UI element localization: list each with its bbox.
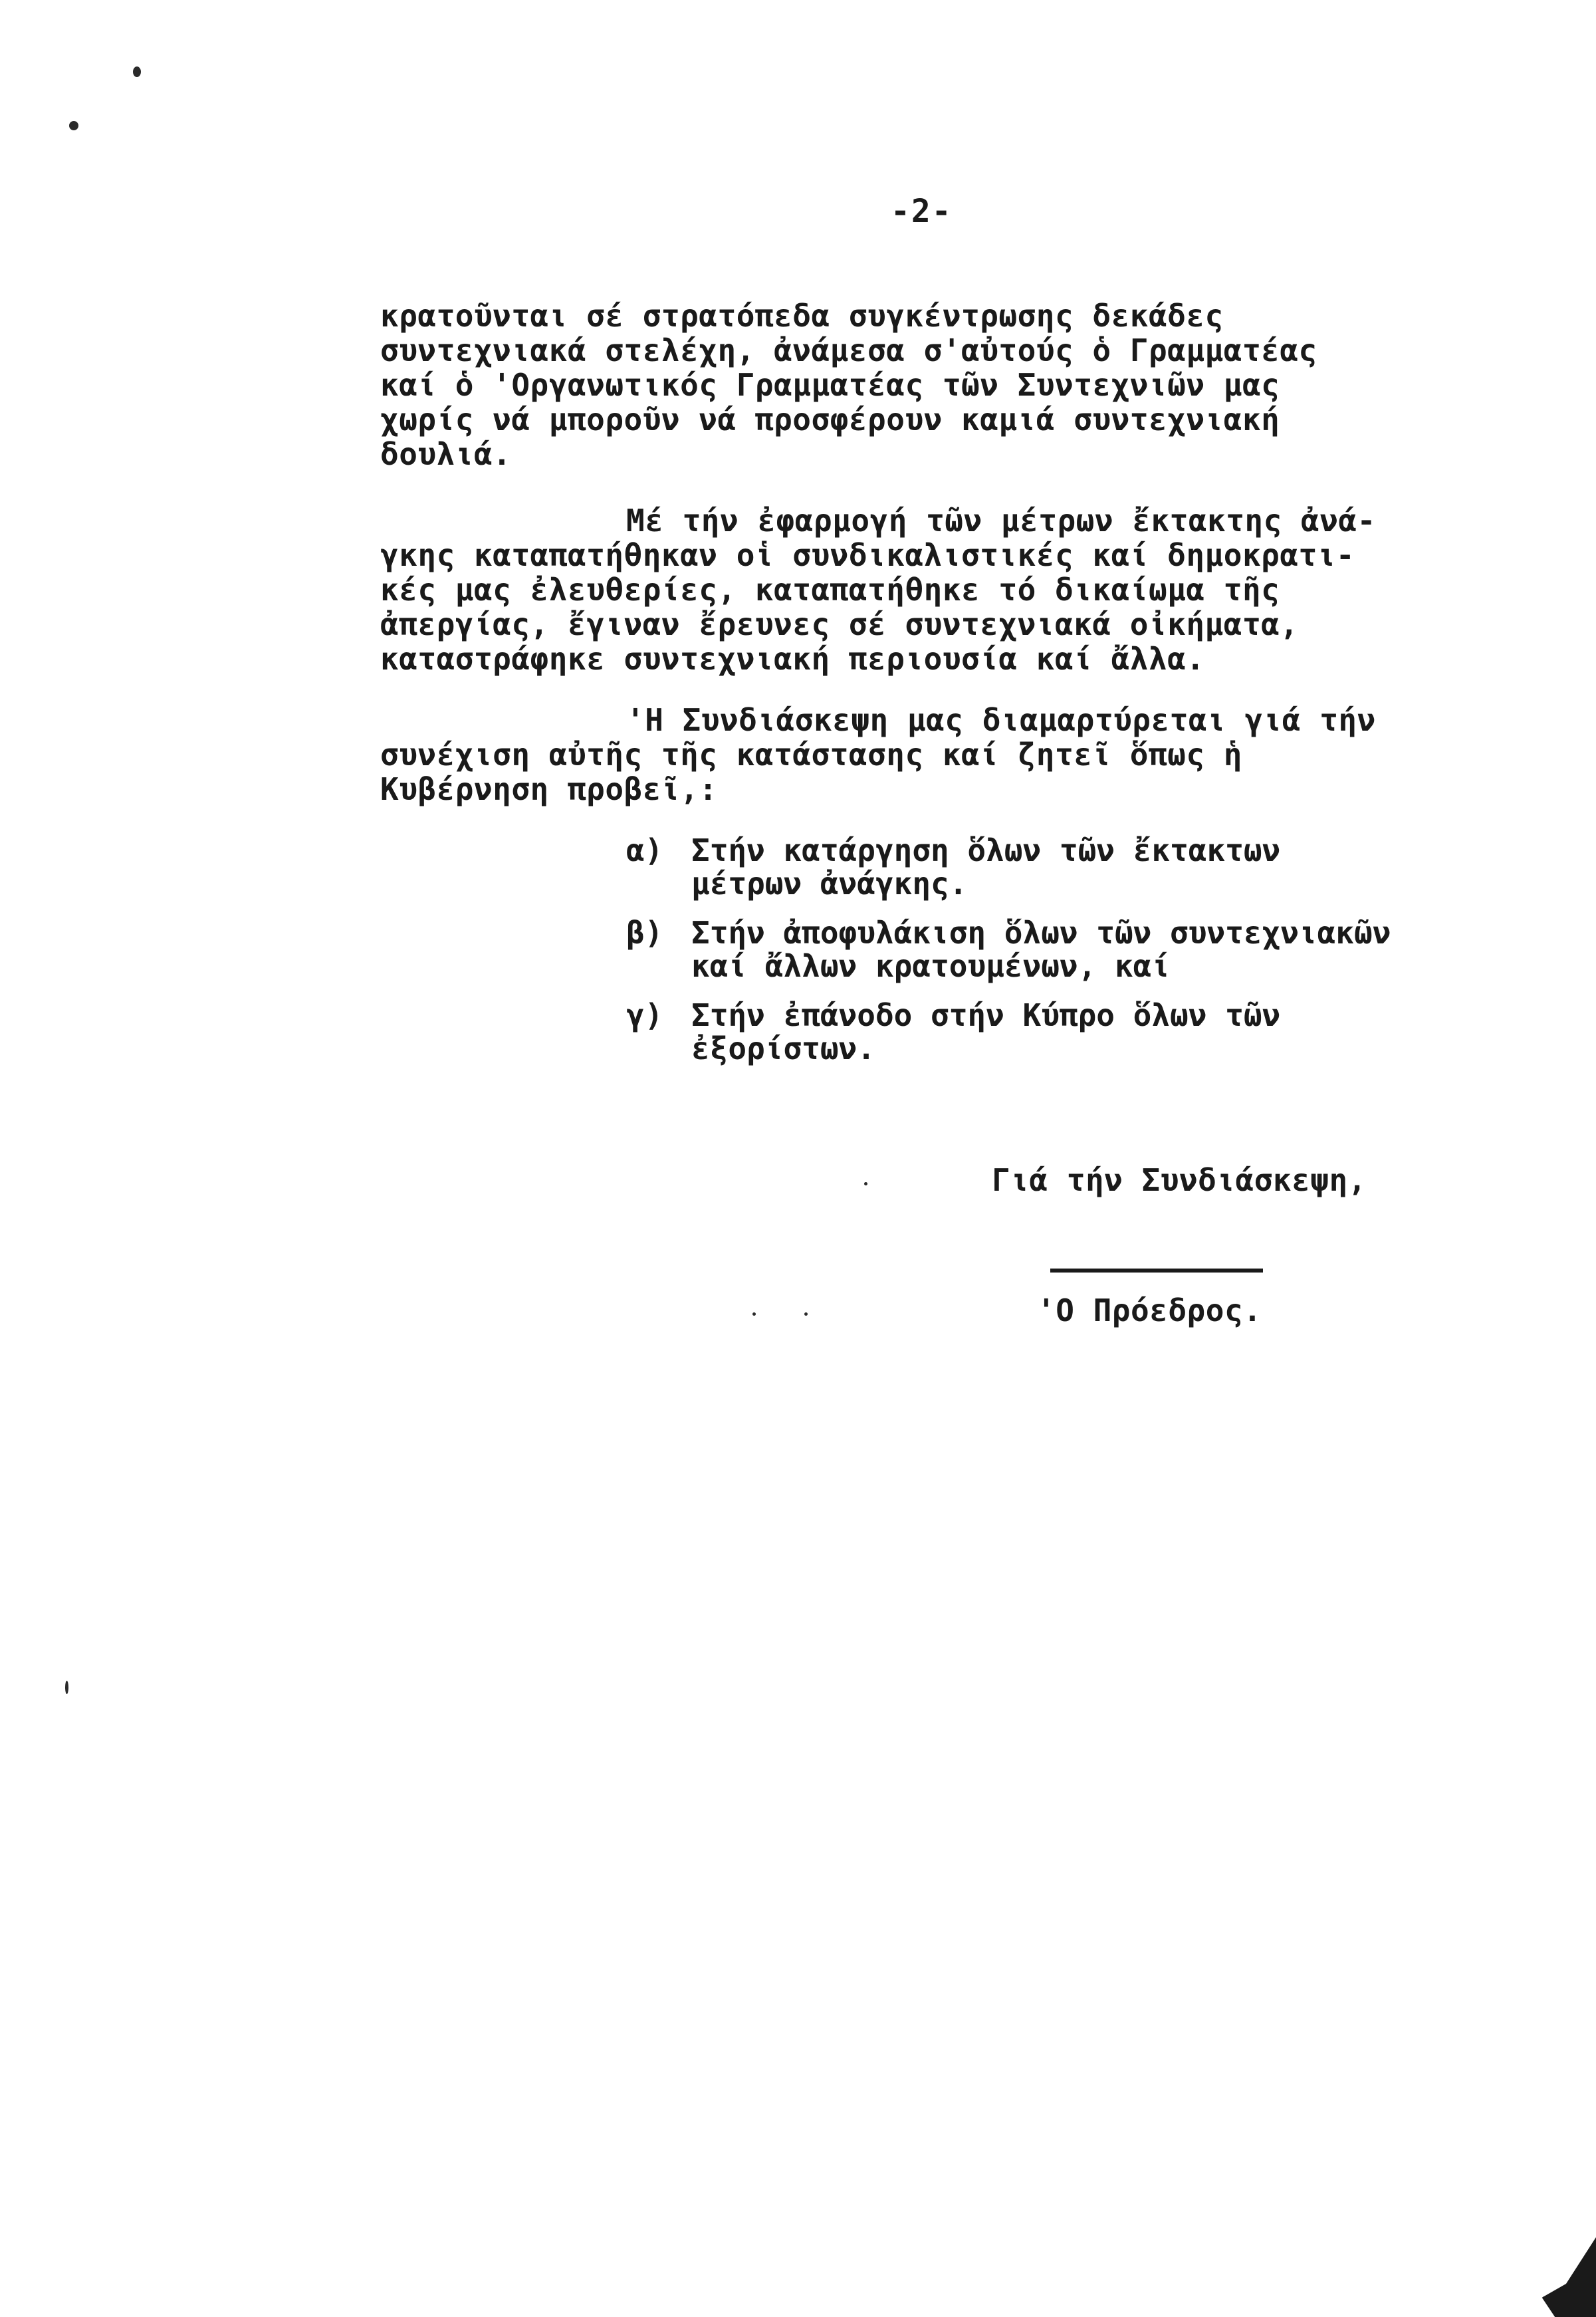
page-number: -2- bbox=[891, 193, 953, 230]
list-item-marker: γ) bbox=[626, 997, 663, 1033]
scan-speck bbox=[864, 1182, 867, 1185]
paragraph-2-line: ἀπεργίας, ἔγιναν ἔρευνες σέ συντεχνιακά οἰκήματα, bbox=[380, 606, 1299, 642]
list-item-text: Στήν ἐπάνοδο στήν Κύπρο ὅλων τῶν bbox=[691, 997, 1281, 1033]
closing-line: Γιά τήν Συνδιάσκεψη, bbox=[992, 1162, 1367, 1198]
list-item-marker: α) bbox=[626, 832, 663, 868]
scan-speck bbox=[65, 1681, 68, 1694]
paragraph-2-line: καταστράφηκε συντεχνιακή περιουσία καί ἄλλα. bbox=[380, 641, 1205, 677]
paragraph-1-line: χωρίς νά μποροῦν νά προσφέρουν καμιά συντεχνιακή bbox=[380, 402, 1280, 437]
signature-rule bbox=[1050, 1269, 1263, 1273]
paragraph-2-line: Μέ τήν ἐφαρμογή τῶν μέτρων ἔκτακτης ἀνά- bbox=[626, 503, 1376, 539]
paragraph-1-line: δουλιά. bbox=[380, 436, 512, 472]
list-item-text: καί ἄλλων κρατουμένων, καί bbox=[691, 948, 1171, 984]
list-item-text: μέτρων ἀνάγκης. bbox=[691, 866, 968, 902]
scan-speck bbox=[752, 1312, 756, 1316]
paragraph-2-line: κές μας ἐλευθερίες, καταπατήθηκε τό δικαίωμα τῆς bbox=[380, 572, 1280, 608]
paragraph-1-line: συντεχνιακά στελέχη, ἀνάμεσα σ'αὐτούς ὁ Γραμματέας bbox=[380, 332, 1317, 368]
paragraph-3-line: Κυβέρνηση προβεῖ,: bbox=[380, 771, 718, 807]
list-item-text: Στήν ἀποφυλάκιση ὅλων τῶν συντεχνιακῶν bbox=[691, 915, 1391, 951]
scan-speck bbox=[69, 121, 78, 130]
paragraph-1-line: καί ὁ 'Οργανωτικός Γραμματέας τῶν Συντεχνιῶν μας bbox=[380, 367, 1280, 403]
list-item-text: Στήν κατάργηση ὅλων τῶν ἔκτακτων bbox=[691, 832, 1281, 868]
paragraph-2-line: γκης καταπατήθηκαν οἱ συνδικαλιστικές καί δημοκρατι- bbox=[380, 537, 1355, 573]
paragraph-3-line: 'Η Συνδιάσκεψη μας διαμαρτύρεται γιά τήν bbox=[626, 702, 1376, 738]
list-item-marker: β) bbox=[626, 915, 663, 951]
signature-title: 'Ο Πρόεδρος. bbox=[1037, 1292, 1262, 1328]
list-item-text: ἐξορίστων. bbox=[691, 1031, 875, 1066]
scan-speck bbox=[133, 66, 141, 77]
scan-speck bbox=[804, 1312, 808, 1316]
paragraph-3-line: συνέχιση αὐτῆς τῆς κατάστασης καί ζητεῖ ὅπως ἡ bbox=[380, 737, 1242, 773]
paragraph-1-line: κρατοῦνται σέ στρατόπεδα συγκέντρωσης δεκάδες bbox=[380, 298, 1224, 334]
scan-corner-mark bbox=[1516, 2217, 1596, 2317]
